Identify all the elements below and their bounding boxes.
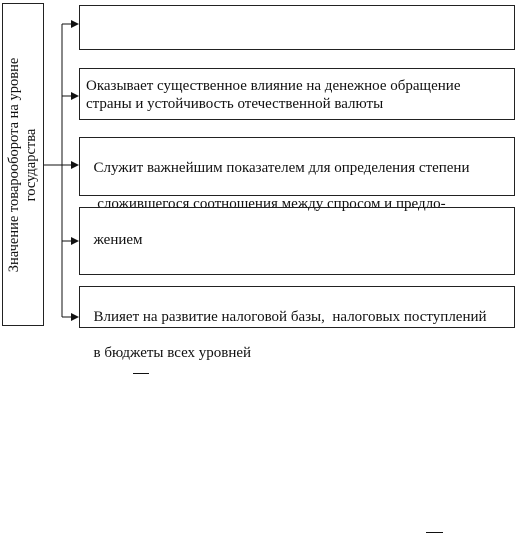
central-concept-label-line2: государства (23, 128, 39, 201)
function-box-2-line1: Оказывает существенное влияние на денежное обращение (86, 78, 461, 94)
function-box-3-line2: сложившегося соотношения между спросом и предло- (93, 196, 446, 212)
function-box-3-line1: Служит важнейшим показателем для определения степени (93, 160, 470, 176)
function-box-4 (79, 207, 515, 275)
function-box-2-line2: страны и устойчивость отечественной валюты (86, 96, 384, 112)
function-box-3 (79, 137, 515, 248)
function-box-1 (79, 5, 515, 50)
central-concept-label-line1: Значение товарооборота на уровне (6, 57, 22, 272)
function-box-2 (79, 68, 515, 120)
dash-mark-2 (426, 532, 443, 533)
function-box-5 (79, 286, 515, 361)
function-box-3-line3: жением (93, 232, 143, 248)
dash-mark-1 (133, 373, 149, 374)
function-box-5-line1: Влияет на развитие налоговой базы, налоговых поступлений (93, 309, 487, 325)
function-box-5-line2: в бюджеты всех уровней (93, 345, 252, 361)
